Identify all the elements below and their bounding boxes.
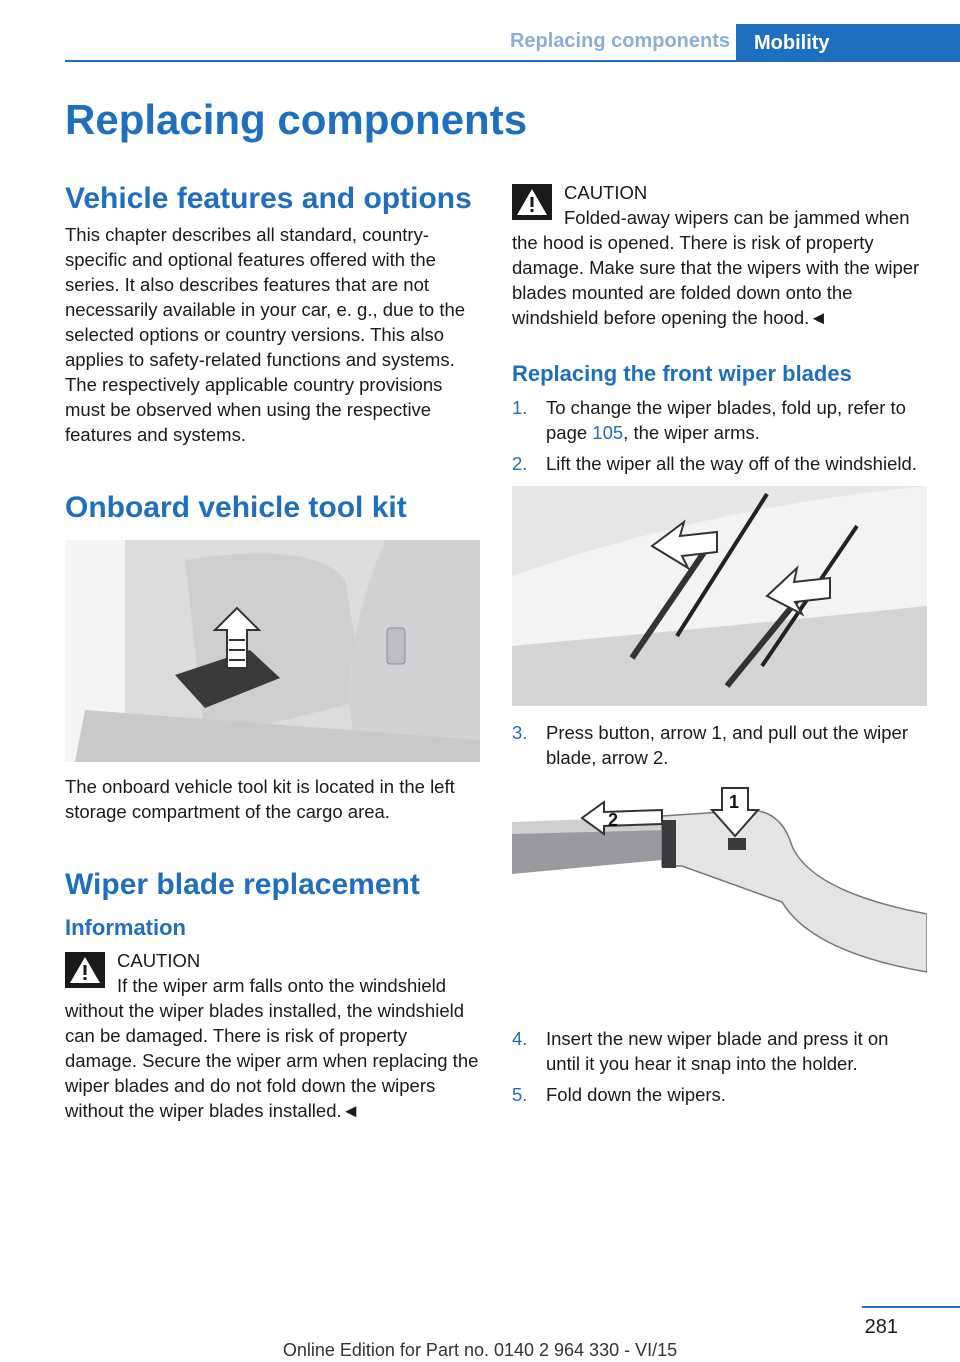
steps-list-a: [512, 395, 927, 476]
step-text: Press button, arrow 1, and pull out the wiper blade, arrow 2.: [546, 721, 908, 768]
step-text: To change the wiper blades, fold up, refer to page: [546, 396, 906, 443]
warning-triangle-icon: [65, 952, 105, 988]
step-item: [512, 451, 927, 476]
step-item: [512, 720, 927, 770]
windshield-wiper-illustration: [512, 486, 927, 706]
wiper-blade-release-illustration: [512, 782, 927, 1012]
steps-list-c: [512, 1026, 927, 1107]
figure-label-1: 1: [729, 791, 740, 812]
heading-wiper-replacement: Wiper blade replacement: [65, 868, 420, 901]
step-number: 1.: [512, 396, 528, 418]
header-section-title: Replacing components: [509, 30, 730, 52]
step-text: Insert the new wiper blade and press it on until it you hear it snap into the holder.: [546, 1027, 889, 1074]
warning-triangle-icon: [512, 184, 552, 220]
heading-tool-kit: Onboard vehicle tool kit: [65, 490, 407, 524]
footer-edition: Online Edition for Part no. 0140 2 964 330 - VI/15: [282, 1340, 678, 1360]
caution-block-2: [512, 180, 927, 330]
figure-label-2: 2: [608, 809, 619, 830]
step-item: [512, 395, 927, 445]
page-number: 281: [864, 1316, 898, 1338]
toolkit-paragraph: The onboard vehicle tool kit is located in the left storage compartment of the cargo area.: [65, 776, 455, 822]
right-column: [512, 180, 927, 1113]
step-text-end: , the wiper arms.: [623, 421, 760, 443]
step-number: 2.: [512, 452, 528, 474]
left-column: [65, 180, 480, 1123]
caution-label-1: CAUTION: [117, 950, 201, 972]
step-number: 3.: [512, 721, 528, 743]
page-title: Replacing components: [65, 96, 528, 143]
step-item: [512, 1026, 927, 1076]
cargo-area-illustration: [65, 540, 480, 762]
caution-text-1: If the wiper arm falls onto the windshield without the wiper blades installed, the windshield can be damaged. There is risk of property damage. Secure the wiper arm when replacing the wiper blades and do not fold down the wipers without the wiper blades installed.◄: [65, 975, 479, 1122]
heading-front-wiper-blades: Replacing the front wiper blades: [512, 361, 852, 386]
caution-label-2: CAUTION: [564, 182, 648, 203]
step-text: Lift the wiper all the way off of the windshield.: [546, 452, 917, 474]
caution-block-1: [65, 948, 480, 1123]
step-number: 4.: [512, 1027, 528, 1049]
header-chapter-tab[interactable]: Mobility: [736, 24, 960, 62]
step-text: Fold down the wipers.: [546, 1083, 726, 1105]
features-paragraph: This chapter describes all standard, country-specific and optional features offered with the series. It also describes features that are not necessarily available in your car, e. g., due to the selected options or country versions. This also applies to safety-related functions and systems. The respectively applicable country provisions must be observed when using the respective features and systems.: [65, 223, 466, 445]
heading-vehicle-features: Vehicle features and options: [65, 182, 472, 215]
caution-text-2: Folded-away wipers can be jammed when the hood is opened. There is risk of property damage. Make sure that the wipers with the wiper blades mounted are folded down onto the windshield before opening the hood.◄: [512, 207, 920, 328]
page-link[interactable]: 105: [592, 421, 624, 443]
step-item: [512, 1082, 927, 1107]
header-rule: [65, 60, 960, 62]
heading-information: Information: [65, 914, 186, 940]
step-number: 5.: [512, 1083, 528, 1105]
steps-list-b: [512, 720, 927, 770]
footer-rule: [862, 1306, 960, 1308]
